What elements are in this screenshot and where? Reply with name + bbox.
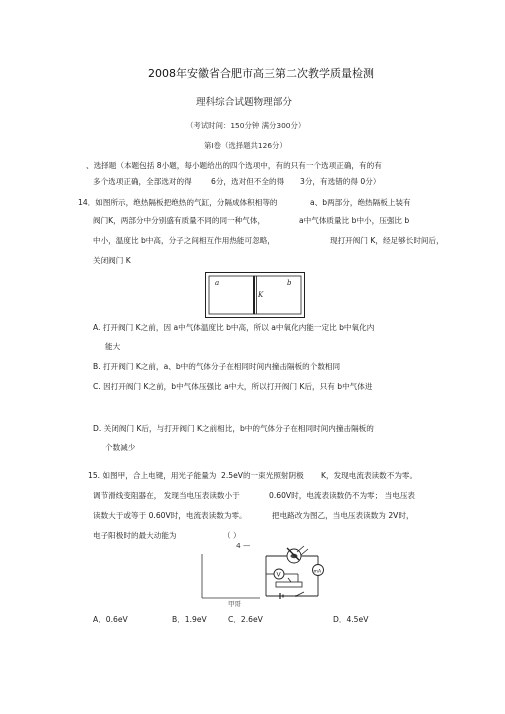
q14-line-1b: a、b两部分，绝热隔板上装有: [310, 198, 411, 207]
q15-figure-top-label: 4 —: [236, 541, 251, 550]
q14-line-3b: 现打开阀门 K，经足够长时间后，: [330, 236, 444, 245]
q15-option-c: C．2.6eV: [228, 615, 263, 624]
q14-option-d-line-1: D. 关闭阀门 K后，与打开阀门 K之前相比，b中的气体分子在相同时间内撞击隔板的: [93, 424, 374, 433]
exam-info: （考试时间：150分钟 满分300分）: [186, 121, 306, 130]
instructions-line-2a: 多个选项正确，全部选对的得: [93, 177, 192, 186]
page-subtitle: 理科综合试题物理部分: [196, 97, 292, 108]
q15-line-3a: 读数大于或等于 0.60V时，电流表读数为零。: [93, 511, 247, 520]
q14-option-c: C. 因打开阀门 K之前，b中气体压强比 a中大，所以打开阀门 K后，只有 b中气体进: [93, 382, 373, 391]
chamber-b-label: b: [287, 279, 292, 287]
q15-option-d: D．4.5eV: [333, 615, 369, 624]
q15-option-b: B．1.9eV: [172, 615, 207, 624]
q14-line-3a: 中小，温度比 b中高，分子之间相互作用热能可忽略，: [93, 236, 275, 245]
q14-option-b: B. 打开阀门 K之前，a、b中的气体分子在相同时间内撞击隔板的个数相同: [93, 362, 341, 371]
page-title: 2008年安徽省合肥市高三第二次教学质量检测: [148, 67, 374, 80]
q14-option-d-line-2: 个数减少: [105, 443, 136, 452]
q15-figure-caption: 甲哥: [228, 600, 241, 608]
q14-line-2b: a中气体质量比 b中小，压强比 b: [299, 216, 410, 225]
valve-k-label: K: [258, 291, 264, 299]
q15-line-2a: 调节滑线变阻器在， 发现当电压表读数小于: [93, 491, 240, 500]
q15-line-1b: 2.5eV的一束光照射阴极: [221, 471, 304, 480]
q14-line-4: 关闭阀门 K: [93, 256, 131, 265]
q15-line-1c: K，发现电流表读数不为零。: [321, 471, 418, 480]
q15-line-2b: 0.60V时，电流表读数仍不为零； 当电压表: [269, 491, 416, 500]
instructions-line-2b: 6分，选对但不全的得: [211, 177, 285, 186]
q14-cylinder-figure: [205, 272, 305, 318]
q15-option-a: A．0.6eV: [93, 615, 128, 624]
section-heading: 第Ⅰ卷（选择题共126分）: [204, 141, 287, 150]
q15-line-3b: 把电路改为图乙，当电压表读数为 2V时，: [272, 511, 414, 520]
q14-line-2a: 阀门K，两部分中分别盛有质量不同的同一种气体，: [93, 216, 266, 225]
q15-line-1a: 15. 如图甲，合上电键，用光子能量为: [88, 471, 217, 480]
q14-option-a-line-2: 能大: [105, 342, 121, 351]
q15-line-4: 电子阳极时的最大动能为: [93, 531, 177, 540]
rheostat: [276, 582, 302, 587]
q15-answer-paren: （ ）: [223, 531, 241, 540]
milliammeter-label: mA: [313, 569, 322, 575]
instructions-line-1: 、选择题（本题包括 8小题，每小题给出的四个选项中，有的只有一个选项正确，有的有: [86, 161, 382, 170]
q15-circuit-figure: [200, 546, 340, 606]
voltmeter-label: V: [276, 571, 281, 579]
q14-line-1a: 14．如图所示，绝热隔板把绝热的气缸，分隔成体积相等的: [78, 198, 278, 207]
chamber-a-label: a: [215, 279, 220, 287]
q14-option-a-line-1: A. 打开阀门 K之前，因 a中气体温度比 b中高，所以 a中氧化内能一定比 b中氧化内: [93, 323, 375, 332]
instructions-line-2c: 3分，有选错的得 0分）: [300, 177, 381, 186]
